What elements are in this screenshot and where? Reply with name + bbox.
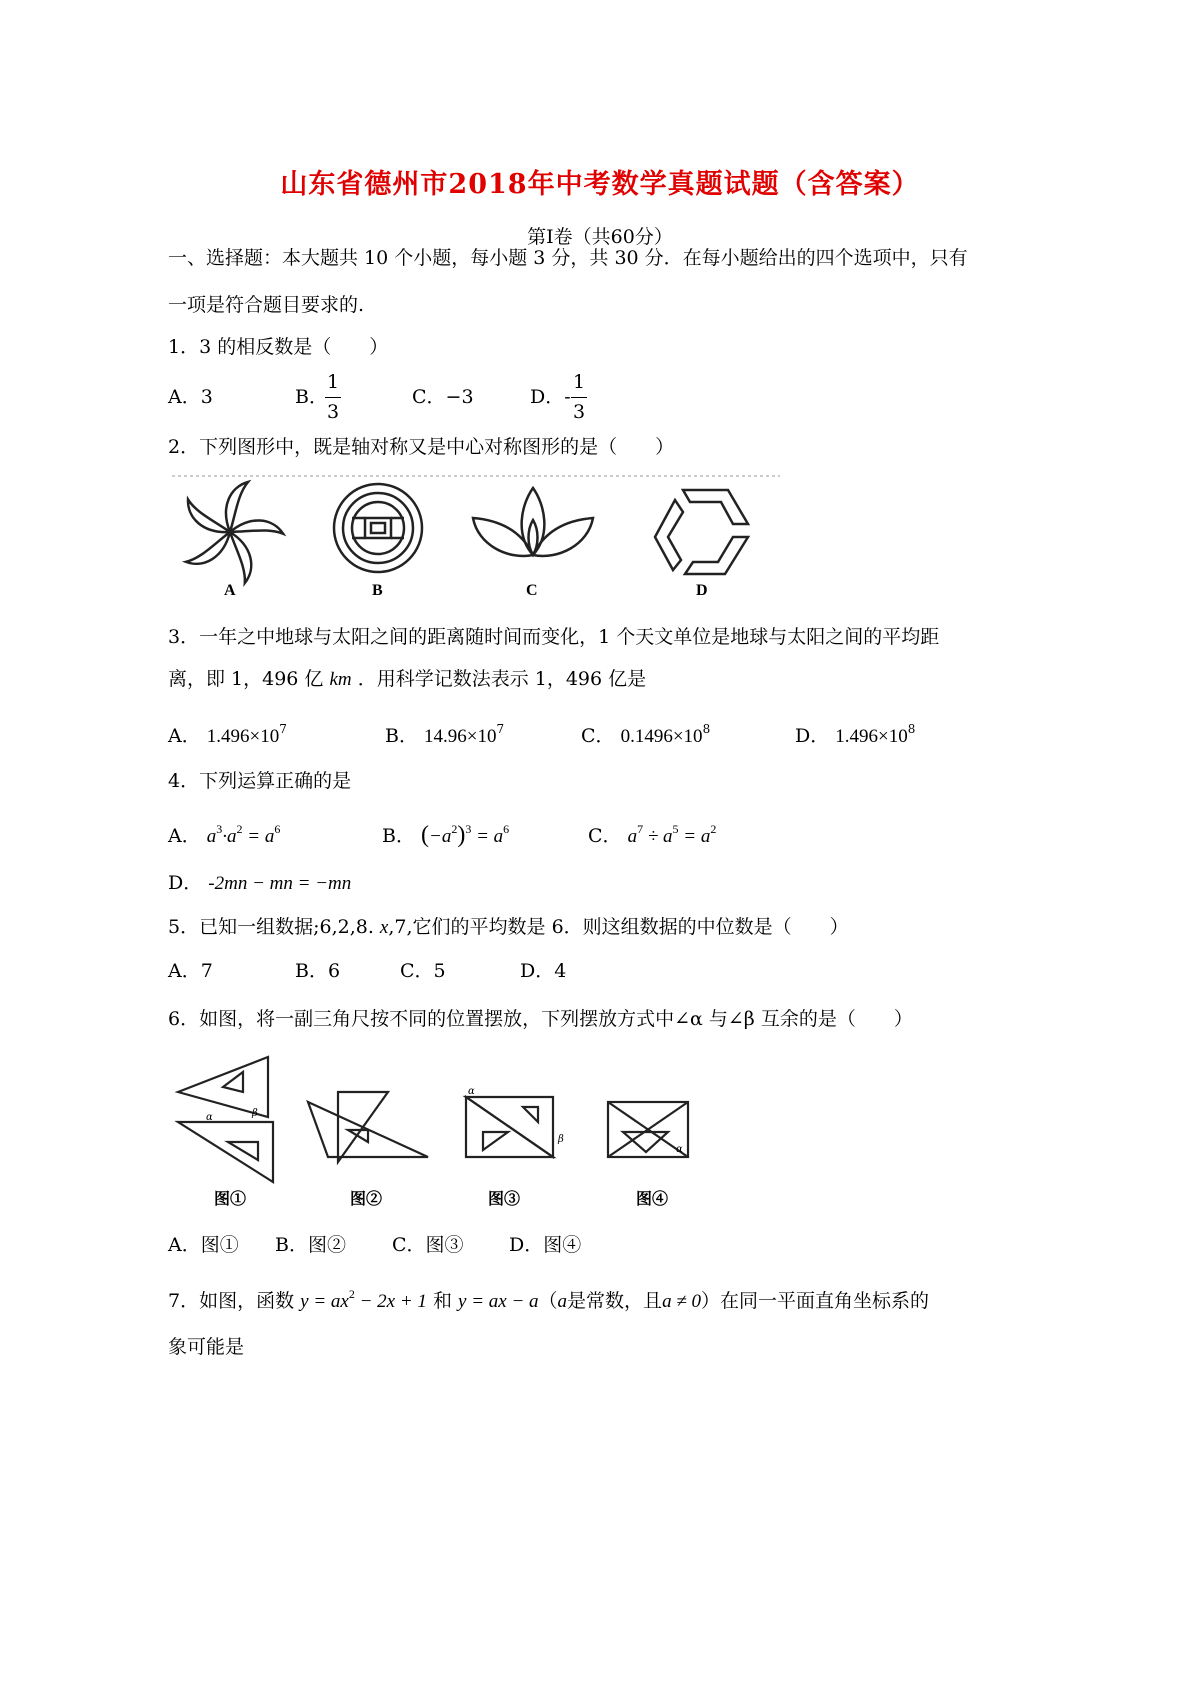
option-expression: $(-a^2)^3 = a^6$ <box>421 822 510 848</box>
q1-option-b-label: B． <box>295 386 328 408</box>
q7-text-2: 和 <box>432 1290 452 1312</box>
figure-c-caption: C <box>526 582 538 599</box>
q7-function-2: y = ax − a <box>458 1291 539 1312</box>
q6-option-c: C．图③ <box>392 1234 464 1256</box>
figure-1-triangles <box>178 1057 273 1182</box>
q7-function-1: $y = ax^2 - 2x + 1$ <box>300 1287 427 1312</box>
figure-3-triangles <box>466 1097 553 1157</box>
fraction-numerator: 1 <box>572 371 586 393</box>
q3-unit: km <box>329 669 352 690</box>
figure-c-lotus <box>473 488 593 556</box>
q1-option-d-label: D．- <box>530 386 571 408</box>
option-value: 14.96×10 <box>424 726 497 747</box>
q6-option-b: B．图② <box>275 1234 346 1256</box>
option-value: 1.496×10 <box>835 726 908 747</box>
figure-1-beta: β <box>252 1108 258 1119</box>
figure-d-caption: D <box>696 582 708 599</box>
option-exponent: 7 <box>279 722 287 736</box>
option-expression: $a^3\cdot a^2 = a^6$ <box>206 822 281 847</box>
section-instructions-line1: 一、选择题：本大题共 10 个小题，每小题 3 分，共 30 分．在每小题给出的四个选项中，只有 <box>168 247 968 269</box>
figure-1-caption: 图① <box>214 1191 247 1208</box>
q7-stem-line1 <box>168 1288 929 1311</box>
option-exponent: 8 <box>907 722 916 736</box>
option-expression: $a^7 \div a^5 = a^2$ <box>627 822 717 847</box>
fraction-bar <box>325 397 341 398</box>
q1-option-c: C．−3 <box>412 386 474 408</box>
option-label: B． <box>385 725 418 747</box>
q7-text-1: 7．如图，函数 <box>168 1290 295 1312</box>
q3-stem-line2 <box>168 670 646 689</box>
q6-option-d: D．图④ <box>509 1234 582 1256</box>
q3-stem-line1: 3．一年之中地球与太阳之间的距离随时间而变化，1 个天文单位是地球与太阳之间的平均距 <box>168 626 940 648</box>
fraction-denominator: 3 <box>326 401 340 423</box>
figure-a-caption: A <box>224 582 236 599</box>
figure-3-beta: β <box>558 1134 564 1145</box>
option-label: A． <box>168 825 201 847</box>
option-label: D． <box>168 872 203 894</box>
figure-1-alpha: α <box>206 1112 213 1123</box>
q5-variable: x <box>379 917 389 938</box>
q3-option-b <box>385 723 504 746</box>
q7-variable-a: a <box>557 1291 568 1312</box>
q7-text-3: （ <box>538 1290 558 1312</box>
q4-stem: 4．下列运算正确的是 <box>168 770 352 792</box>
q5-option-b: B．6 <box>295 960 341 982</box>
fraction-denominator: 3 <box>572 401 586 423</box>
q2-stem: 2．下列图形中，既是轴对称又是中心对称图形的是（ ） <box>168 436 675 458</box>
section-instructions-line2: 一项是符合题目要求的. <box>168 294 365 316</box>
q6-option-a: A．图① <box>168 1234 239 1256</box>
option-label: C． <box>581 725 615 747</box>
figure-4-alpha: α <box>676 1144 683 1155</box>
figure-b-coin <box>334 484 422 572</box>
option-value: 1.496×10 <box>206 726 280 747</box>
option-label: A． <box>168 725 201 747</box>
page-title: 山东省德州市2018年中考数学真题试题（含答案） <box>280 169 920 200</box>
q1-option-a: A．3 <box>168 386 213 408</box>
q2-figures <box>168 470 788 605</box>
figure-3-alpha: α <box>468 1086 475 1097</box>
q3-stem-line2-end: ．用科学记数法表示 1，496 亿是 <box>357 668 647 690</box>
figure-2-caption: 图② <box>350 1191 383 1208</box>
q4-option-b <box>382 823 509 847</box>
fraction-bar <box>571 397 587 398</box>
q6-stem: 6．如图，将一副三角尺按不同的位置摆放，下列摆放方式中∠α 与∠β 互余的是（ ） <box>168 1008 913 1030</box>
q5-stem-end: ,7,它们的平均数是 6．则这组数据的中位数是（ ） <box>388 916 849 938</box>
figure-3-caption: 图③ <box>488 1191 521 1208</box>
q5-option-d: D．4 <box>520 960 567 982</box>
q5-stem <box>168 918 849 937</box>
figure-a-pinwheel <box>181 482 283 583</box>
q3-option-a <box>168 723 287 746</box>
option-expression: -2mn − mn = −mn <box>208 873 352 894</box>
q7-condition: a ≠ 0 <box>662 1291 701 1312</box>
q6-figures <box>168 1052 728 1212</box>
q5-option-c: C．5 <box>400 960 446 982</box>
q3-option-d <box>795 723 915 746</box>
figure-d-recycle-hexagon <box>655 490 748 574</box>
fraction-numerator: 1 <box>326 371 340 393</box>
figure-2-triangles <box>308 1092 428 1162</box>
q3-option-c <box>581 723 710 746</box>
q1-option-b-fraction <box>325 373 341 422</box>
option-label: D． <box>795 725 830 747</box>
option-label: C． <box>588 825 622 847</box>
q5-option-a: A．7 <box>168 960 213 982</box>
q4-option-d <box>168 874 351 893</box>
q7-text-5: ）在同一平面直角坐标系的 <box>701 1290 930 1312</box>
q4-option-c <box>588 823 716 846</box>
q1-stem: 1．3 的相反数是（ ） <box>168 336 389 358</box>
section-subtitle: 第Ⅰ卷（共60分） <box>527 226 673 248</box>
q7-text-4: 是常数，且 <box>567 1290 663 1312</box>
q1-option-d-fraction <box>571 373 587 422</box>
option-exponent: 8 <box>702 722 711 736</box>
q5-stem-start: 5．已知一组数据;6,2,8. <box>168 916 374 938</box>
figure-b-caption: B <box>372 582 383 599</box>
q4-option-a <box>168 823 280 846</box>
option-value: 0.1496×10 <box>620 726 703 747</box>
q7-stem-line2: 象可能是 <box>168 1336 245 1358</box>
option-exponent: 7 <box>496 722 505 736</box>
q3-stem-line2-text: 离，即 1，496 亿 <box>168 668 324 690</box>
figure-4-caption: 图④ <box>636 1191 669 1208</box>
option-label: B． <box>382 825 415 847</box>
